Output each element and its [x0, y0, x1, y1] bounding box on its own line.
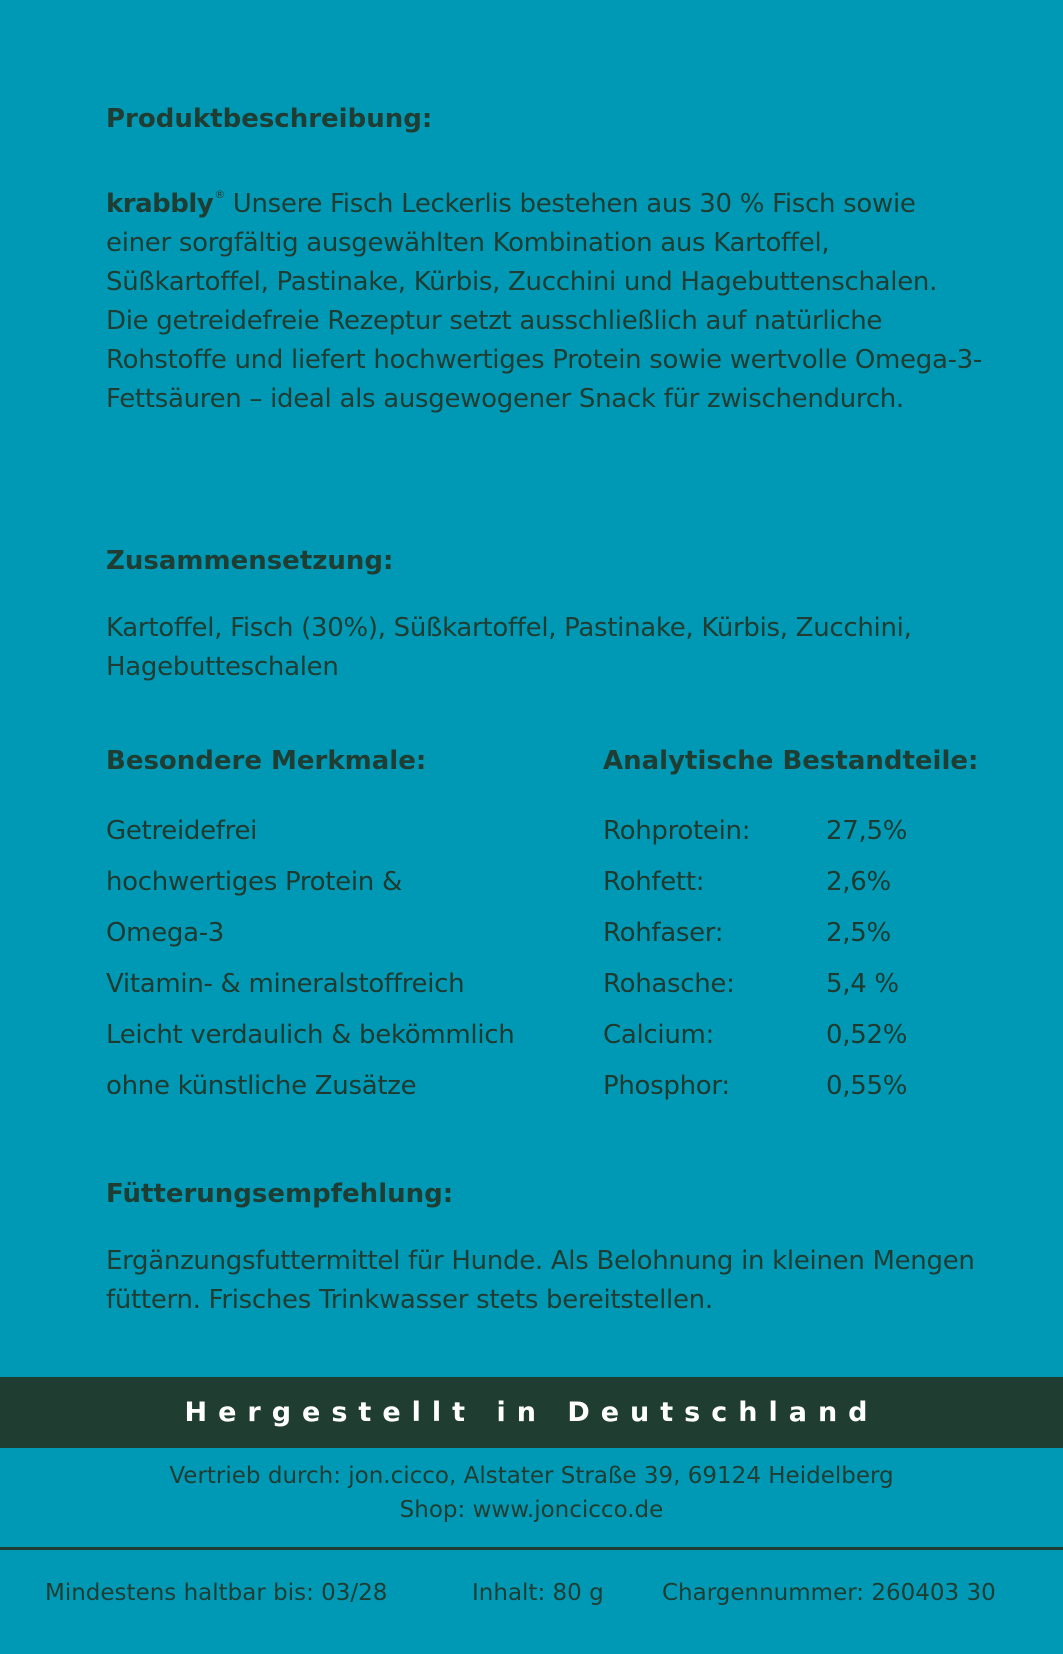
analyse-row — [603, 806, 907, 857]
fuetterung-text: Ergänzungsfuttermittel für Hunde. Als Belohnung in kleinen Mengen füttern. Frisches Trinkwasser stets bereitstellen. — [106, 1246, 975, 1315]
zusammensetzung-text: Kartoffel, Fisch (30%), Süßkartoffel, Pastinake, Kürbis, Zucchini, Hagebutteschalen — [106, 613, 912, 682]
registered-mark: ® — [214, 188, 225, 201]
merkmal-item: hochwertiges Protein & — [106, 867, 402, 897]
analyse-row — [603, 908, 907, 959]
shop-url: Shop: www.joncicco.de — [399, 1497, 664, 1523]
analyse-value: 5,4 % — [826, 969, 899, 999]
analyse-value: 2,5% — [826, 918, 891, 948]
analyse-label: Calcium: — [603, 1020, 714, 1050]
made-in-germany-banner — [0, 1377, 1063, 1448]
analyse-label: Rohfaser: — [603, 918, 724, 948]
brand-name: krabbly — [106, 189, 214, 219]
analyse-label: Rohasche: — [603, 969, 735, 999]
analyse-value: 0,55% — [826, 1071, 908, 1101]
batch-number: Chargennummer: 260403 30 — [662, 1580, 996, 1606]
merkmal-item: ohne künstliche Zusätze — [106, 1071, 417, 1101]
brand-logo — [106, 189, 225, 219]
produktbeschreibung-body: Unsere Fisch Leckerlis bestehen aus 30 % Fisch sowie einer sorgfältig ausgewählten Kombination aus Kartoffel, Süßkartoffel, Pastinake, Kürbis, Zucchini und Hagebuttenschalen. Die getreidefreie Rezeptur setzt ausschließlich auf natürliche Rohstoffe und liefert hochwertiges Protein sowie wertvolle Omega-3-Fettsäuren – ideal als ausgewogener Snack für zwischendurch. — [106, 189, 982, 414]
analyse-row — [603, 1010, 907, 1061]
merkmale-heading: Besondere Merkmale: — [106, 746, 427, 776]
analyse-value: 0,52% — [826, 1020, 908, 1050]
merkmal-item: Getreidefrei — [106, 816, 258, 846]
merkmal-item: Omega-3 — [106, 918, 225, 948]
divider — [0, 1547, 1063, 1550]
vertrieb-info — [0, 1459, 1063, 1527]
analyse-row — [603, 1061, 907, 1112]
analyse-label: Rohfett: — [603, 867, 705, 897]
vertrieb-address: Vertrieb durch: jon.cicco, Alstater Straße 39, 69124 Heidelberg — [169, 1463, 894, 1489]
analyse-label: Rohprotein: — [603, 816, 751, 846]
merkmal-item: Leicht verdaulich & bekömmlich — [106, 1020, 515, 1050]
merkmale-list — [106, 806, 586, 1112]
merkmal-item: Vitamin- & mineralstoffreich — [106, 969, 465, 999]
analyse-table — [603, 806, 907, 1112]
produktbeschreibung-heading: Produktbeschreibung: — [106, 104, 433, 134]
net-content: Inhalt: 80 g — [472, 1580, 604, 1606]
produktbeschreibung-text — [106, 175, 986, 419]
fuetterung-heading: Fütterungsempfehlung: — [106, 1179, 454, 1209]
analyse-value: 27,5% — [826, 816, 908, 846]
analyse-row — [603, 857, 907, 908]
analyse-value: 2,6% — [826, 867, 891, 897]
analyse-label: Phosphor: — [603, 1071, 730, 1101]
analyse-heading: Analytische Bestandteile: — [603, 746, 979, 776]
analyse-row — [603, 959, 907, 1010]
best-before-date: Mindestens haltbar bis: 03/28 — [45, 1580, 388, 1606]
banner-text: Hergestellt in Deutschland — [184, 1397, 879, 1428]
zusammensetzung-heading: Zusammensetzung: — [106, 546, 394, 576]
